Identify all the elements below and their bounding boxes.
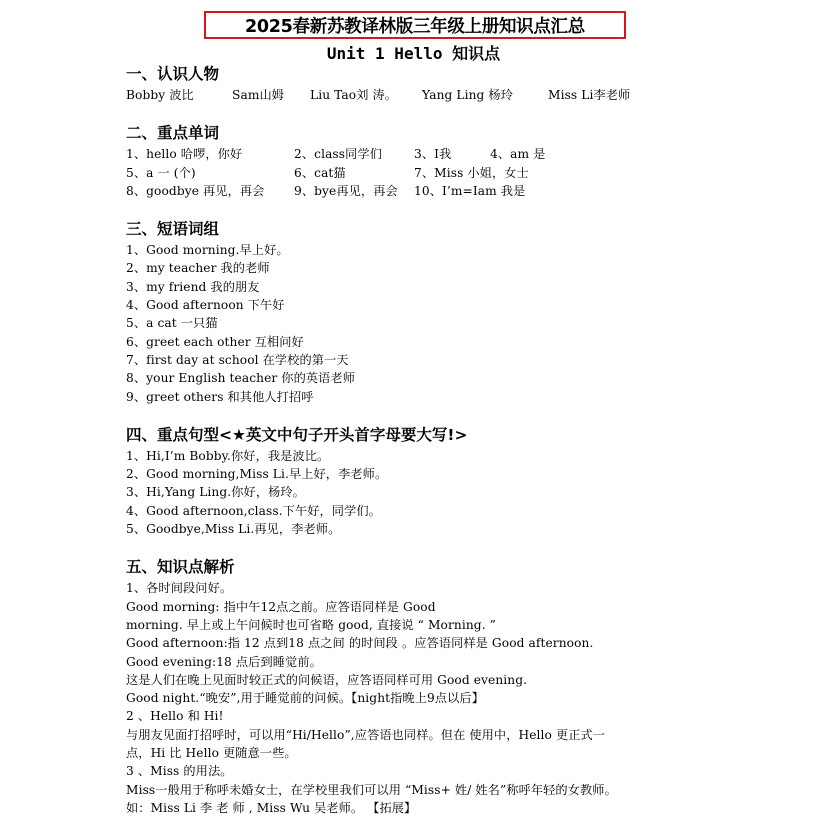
document-content bbox=[126, 62, 816, 817]
word-item: 3、I我 bbox=[414, 147, 452, 162]
analysis-line: 3 、Miss 的用法。 bbox=[126, 764, 233, 779]
phrase-item: 1、Good morning.早上好。 bbox=[126, 243, 289, 258]
phrase-item: 2、my teacher 我的老师 bbox=[126, 261, 270, 276]
sentence-item: 2、Good morning,Miss Li.早上好，李老师。 bbox=[126, 467, 388, 482]
word-item: 4、am 是 bbox=[490, 147, 546, 162]
word-item: 1、hello 哈啰，你好 bbox=[126, 147, 243, 162]
section-heading-words: 二、重点单词 bbox=[126, 124, 220, 143]
analysis-line: 与朋友见面打招呼时，可以用“Hi/Hello”,应答语也同样。但在 使用中，Hello 更正式一 bbox=[126, 727, 606, 742]
phrase-item: 5、a cat 一只猫 bbox=[126, 316, 218, 331]
section-heading-phrases: 三、短语词组 bbox=[126, 220, 220, 239]
people-list bbox=[126, 86, 816, 104]
section-heading-sentences: 四、重点句型<★英文中句子开头首字母要大写!> bbox=[126, 425, 468, 444]
document-title: 2025春新苏教译林版三年级上册知识点汇总 bbox=[204, 11, 626, 39]
phrase-item: 4、Good afternoon 下午好 bbox=[126, 298, 285, 313]
word-item: 10、I’m=Iam 我是 bbox=[414, 183, 526, 198]
analysis-line: Good evening:18 点后到睡觉前。 bbox=[126, 654, 322, 669]
word-item: 5、a 一 (个) bbox=[126, 165, 196, 180]
phrase-item: 3、my friend 我的朋友 bbox=[126, 279, 260, 294]
person-item: Bobby 波比 bbox=[126, 88, 194, 102]
analysis-line: 1、各时间段问好。 bbox=[126, 581, 233, 596]
sentence-item: 1、Hi,I’m Bobby.你好，我是波比。 bbox=[126, 448, 330, 463]
person-item: Liu Tao刘 涛。 bbox=[310, 88, 398, 102]
person-item: Sam山姆 bbox=[232, 88, 285, 102]
word-row bbox=[126, 182, 816, 200]
analysis-line: 如：Miss Li 李 老 师 , Miss Wu 吴老师。 【拓展】 bbox=[126, 800, 417, 815]
analysis-line: Good night.“晚安”,用于睡觉前的问候。【night指晚上9点以后】 bbox=[126, 691, 485, 706]
person-item: Yang Ling 杨玲 bbox=[422, 88, 513, 102]
analysis-line: Miss一般用于称呼未婚女士，在学校里我们可以用 “Miss+ 姓/ 姓名”称呼年轻的女教师。 bbox=[126, 782, 617, 797]
phrase-item: 6、greet each other 互相问好 bbox=[126, 334, 304, 349]
sentence-item: 5、Goodbye,Miss Li.再见，李老师。 bbox=[126, 522, 341, 537]
section-heading-analysis: 五、知识点解析 bbox=[126, 558, 235, 577]
analysis-line: 点，Hi 比 Hello 更随意一些。 bbox=[126, 746, 297, 761]
analysis-line: 2 、Hello 和 Hi! bbox=[126, 709, 224, 724]
analysis-line: 这是人们在晚上见面时较正式的问候语，应答语同样可用 Good evening. bbox=[126, 672, 528, 687]
analysis-line: Good morning: 指中午12点之前。应答语同样是 Good bbox=[126, 599, 436, 614]
phrase-item: 8、your English teacher 你的英语老师 bbox=[126, 371, 356, 386]
analysis-line: Good afternoon:指 12 点到18 点之间 的时间段 。应答语同样是 Good afternoon. bbox=[126, 636, 594, 651]
word-item: 7、Miss 小姐，女士 bbox=[414, 165, 529, 180]
phrase-item: 9、greet others 和其他人打招呼 bbox=[126, 389, 314, 404]
word-item: 2、class同学们 bbox=[294, 147, 383, 162]
word-row bbox=[126, 164, 816, 182]
sentence-item: 3、Hi,Yang Ling.你好，杨玲。 bbox=[126, 485, 305, 500]
word-item: 8、goodbye 再见，再会 bbox=[126, 183, 265, 198]
analysis-line: morning. 早上或上午问候时也可省略 good, 直接说 “ Morning. ” bbox=[126, 617, 496, 632]
sentence-item: 4、Good afternoon,class.下午好，同学们。 bbox=[126, 503, 381, 518]
unit-title: Unit 1 Hello 知识点 bbox=[326, 44, 501, 63]
phrase-item: 7、first day at school 在学校的第一天 bbox=[126, 352, 349, 367]
section-heading-people: 一、认识人物 bbox=[126, 65, 220, 83]
word-row bbox=[126, 145, 816, 163]
word-item: 9、bye再见，再会 bbox=[294, 183, 398, 198]
person-item: Miss Li李老师 bbox=[548, 88, 631, 102]
word-item: 6、cat猫 bbox=[294, 165, 346, 180]
